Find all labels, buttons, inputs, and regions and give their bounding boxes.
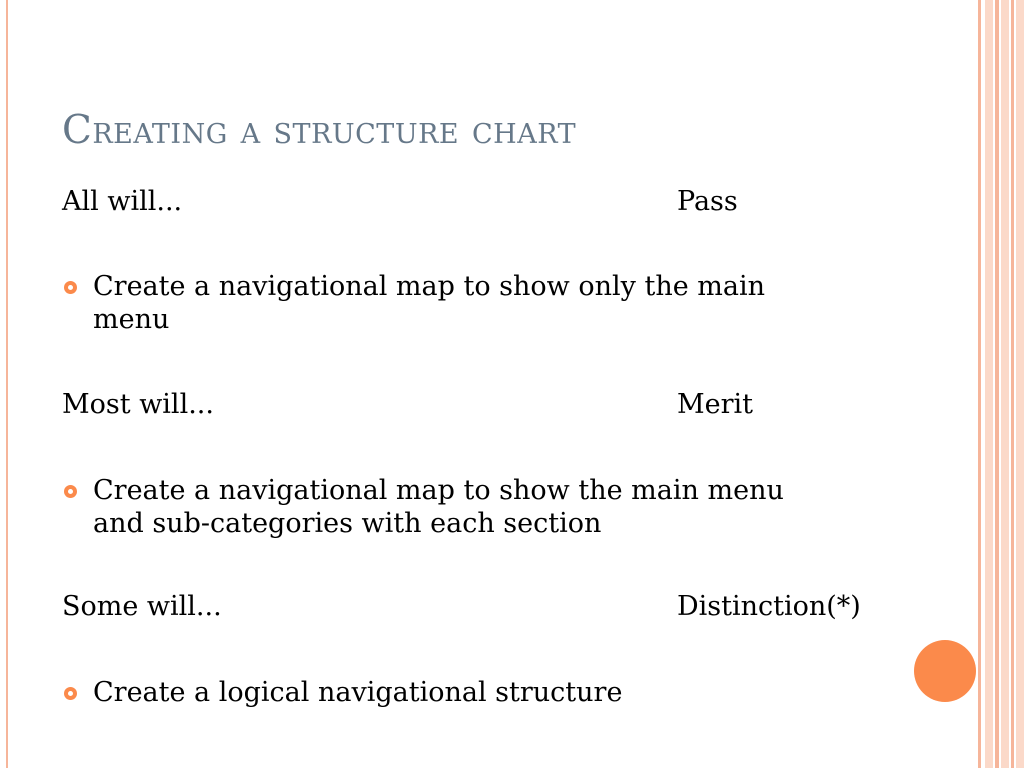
right-border-stripe <box>995 0 999 768</box>
section-grade: Distinction(*) <box>677 591 861 622</box>
ring-bullet-icon <box>64 281 77 294</box>
bullet-text: Create a logical navigational structure <box>93 677 623 708</box>
section-label: All will... <box>62 186 183 217</box>
orange-circle-icon <box>914 640 976 702</box>
right-border-stripe <box>1001 0 1009 768</box>
section-grade: Pass <box>677 186 738 217</box>
section-label: Most will... <box>62 389 214 420</box>
right-border-stripe <box>985 0 993 768</box>
right-border-stripe <box>978 0 981 768</box>
slide-title: Creating a structure chart <box>62 108 577 153</box>
right-border-stripe <box>1011 0 1014 768</box>
right-border-stripe <box>1016 0 1024 768</box>
ring-bullet-icon <box>64 687 77 700</box>
left-border-line <box>6 0 8 768</box>
bullet-text: Create a navigational map to show only the main menu <box>93 271 766 335</box>
bullet-text: Create a navigational map to show the main menu and sub-categories with each section <box>93 475 784 539</box>
section-label: Some will... <box>62 591 222 622</box>
section-grade: Merit <box>677 389 754 420</box>
ring-bullet-icon <box>64 485 77 498</box>
